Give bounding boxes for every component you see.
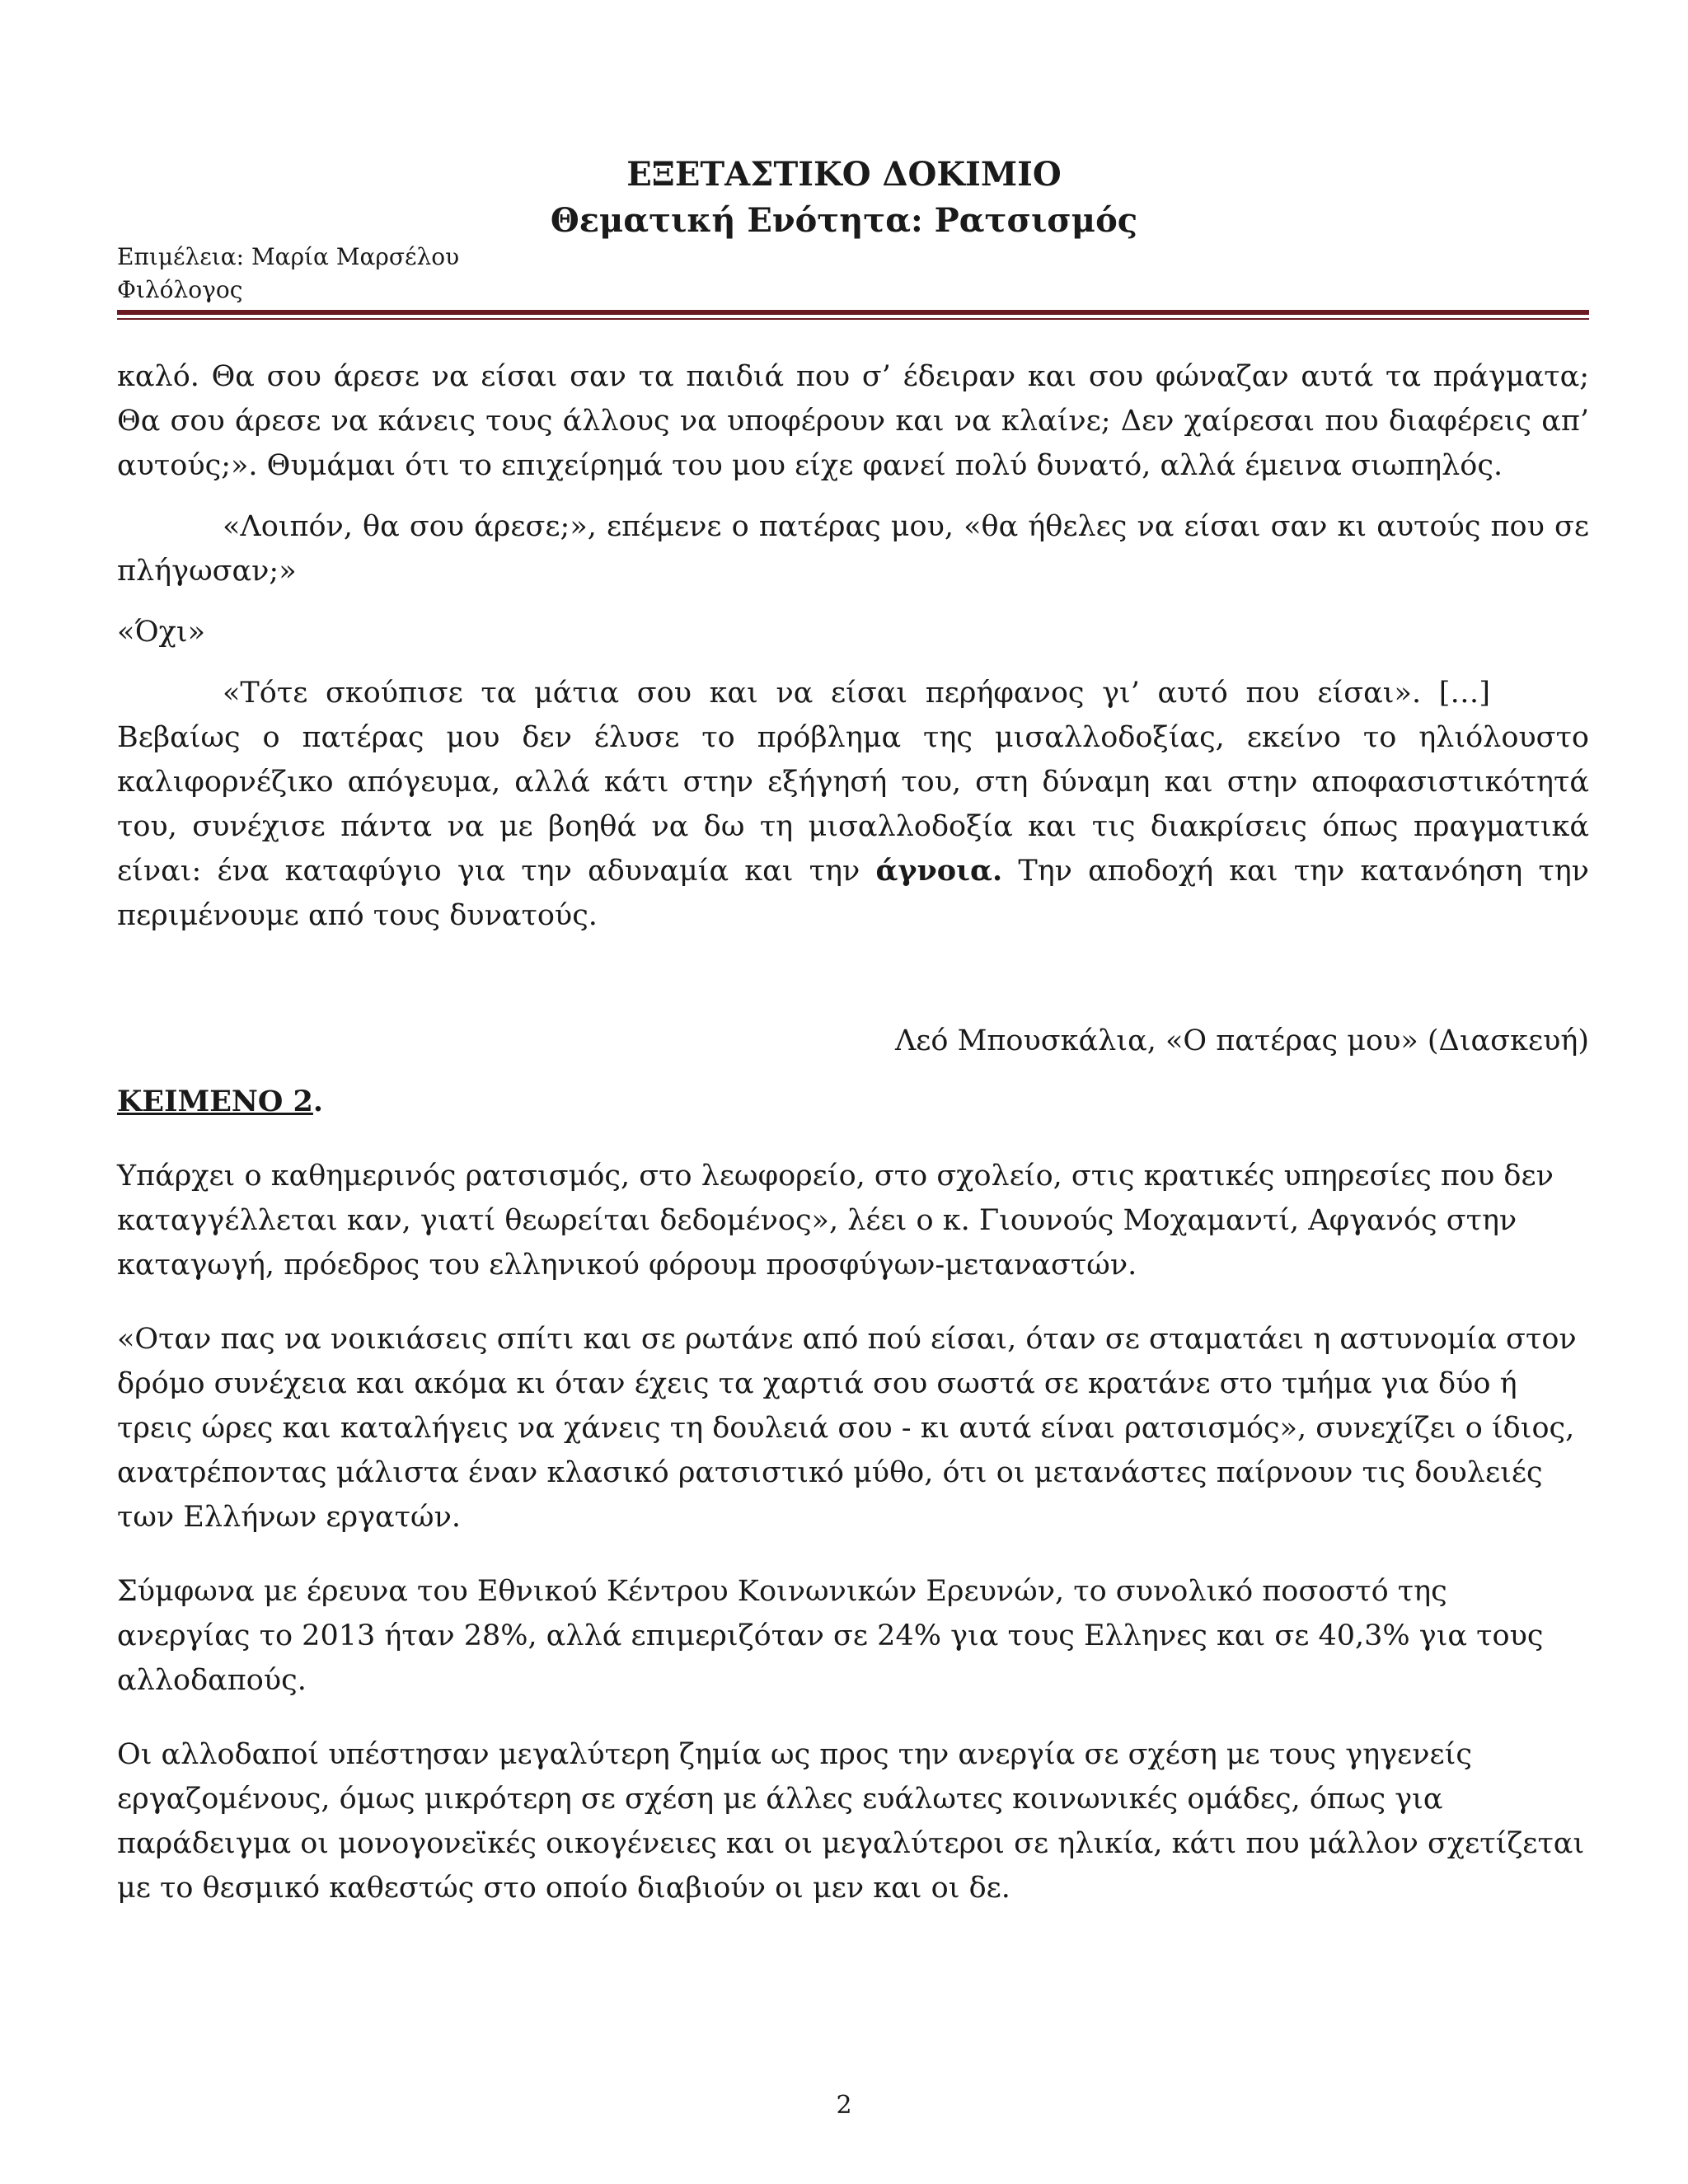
text2-heading-dot: . — [312, 1085, 324, 1118]
text2-paragraph-3: Σύμφωνα με έρευνα του Εθνικού Κέντρου Κοινωνικών Ερευνών, το συνολικό ποσοστό της ανεργίας το 2013 ήταν 28%, αλλά επιμεριζόταν σε 24% για τους Ελληνες και σε 40,3% για τους αλλοδαπούς. — [117, 1575, 1544, 1697]
page-number: 2 — [836, 2091, 852, 2120]
text1-paragraph-1: καλό. Θα σου άρεσε να είσαι σαν τα παιδιά που σ’ έδειραν και σου φώναζαν αυτά τα πράγματα; Θα σου άρεσε να κάνεις τους άλλους να υποφέρουν και να κλαίνε; Δεν χαίρεσαι που διαφέρεις απ’ αυτούς;». Θυμάμαι ότι το επιχείρημά του μου είχε φανεί πολύ δυνατό, αλλά έμεινα σιωπηλός. — [117, 360, 1589, 482]
author-block — [117, 241, 459, 307]
text2-heading — [117, 1080, 1589, 1124]
page-body — [117, 354, 1589, 1910]
text2-paragraph-2: «Οταν πας να νοικιάσεις σπίτι και σε ρωτάνε από πού είσαι, όταν σε σταματάει η αστυνομία στον δρόμο συνέχεια και ακόμα κι όταν έχεις τα χαρτιά σου σωστά σε κρατάνε στο τμήμα για δύο ή τρεις ώρες και καταλήγεις να χάνεις τη δουλειά σου - κι αυτά είναι ρατσισμός», συνεχίζει ο ίδιος, ανατρέποντας μάλιστα έναν κλασικό ρατσιστικό μύθο, ότι οι μετανάστες παίρνουν τις δουλειές των Ελλήνων εργατών. — [117, 1323, 1577, 1534]
text1-paragraph-2: «Λοιπόν, θα σου άρεσε;», επέμενε ο πατέρας μου, «θα ήθελες να είσαι σαν κι αυτούς που σε πλήγωσαν;» — [117, 510, 1589, 588]
text1-paragraph-3: «Όχι» — [117, 616, 205, 649]
header-rule-thick — [117, 310, 1589, 315]
text1-paragraph-4 — [117, 671, 1589, 938]
document-title: ΕΞΕΤΑΣΤΙΚΟ ΔΟΚΙΜΙΟ — [626, 155, 1062, 194]
document-header — [0, 152, 1688, 244]
text1-source: Λεό Μπουσκάλια, «Ο πατέρας μου» (Διασκευή) — [894, 1024, 1589, 1057]
editor-line: Επιμέλεια: Μαρία Μαρσέλου — [117, 243, 460, 270]
text2-paragraph-4: Οι αλλοδαποί υπέστησαν μεγαλύτερη ζημία ως προς την ανεργία σε σχέση με τους γηγενείς εργαζομένους, όμως μικρότερη σε σχέση με άλλες ευάλωτες κοινωνικές ομάδες, όπως για παράδειγμα οι μονογονεϊκές οικογένειες και οι μεγαλύτεροι σε ηλικία, κάτι που μάλλον σχετίζεται με το θεσμικό καθεστώς στο οποίο διαβιούν οι μεν και οι δε. — [117, 1738, 1585, 1905]
text1-p4-end: Την αποδοχή και την κατανόηση την περιμένουμε από τους δυνατούς. — [117, 855, 1589, 932]
text2-paragraph-1: Υπάρχει ο καθημερινός ρατσισμός, στο λεωφορείο, στο σχολείο, στις κρατικές υπηρεσίες που δεν καταγγέλλεται καν, γιατί θεωρείται δεδομένος», λέει ο κ. Γιουνούς Μοχαμαντί, Αφγανός στην καταγωγή, πρόεδρος του ελληνικού φόρουμ προσφύγων-μεταναστών. — [117, 1160, 1554, 1282]
text1-p4-main: Βεβαίως ο πατέρας μου δεν έλυσε το πρόβλημα της μισαλλοδοξίας, εκείνο το ηλιόλουστο καλιφορνέζικο απόγευμα, αλλά κάτι στην εξήγησή του, στη δύναμη και στην αποφασιστικότητά του, συνέχισε πάντα να με βοηθά να δω τη μισαλλοδοξία και τις διακρίσεις όπως πραγματικά είναι: ένα καταφύγιο για την αδυναμία και την — [117, 721, 1589, 888]
role-line: Φιλόλογος — [117, 276, 243, 303]
text1-p4-quote: «Τότε σκούπισε τα μάτια σου και να είσαι περήφανος γι’ αυτό που είσαι». […] — [223, 677, 1490, 710]
text1-p4-bold: άγνοια. — [875, 854, 1003, 888]
header-rule-thin — [117, 318, 1589, 320]
document-subtitle: Θεματική Ενότητα: Ρατσισμός — [550, 201, 1138, 240]
text2-heading-label: ΚΕΙΜΕΝΟ 2 — [117, 1085, 313, 1118]
